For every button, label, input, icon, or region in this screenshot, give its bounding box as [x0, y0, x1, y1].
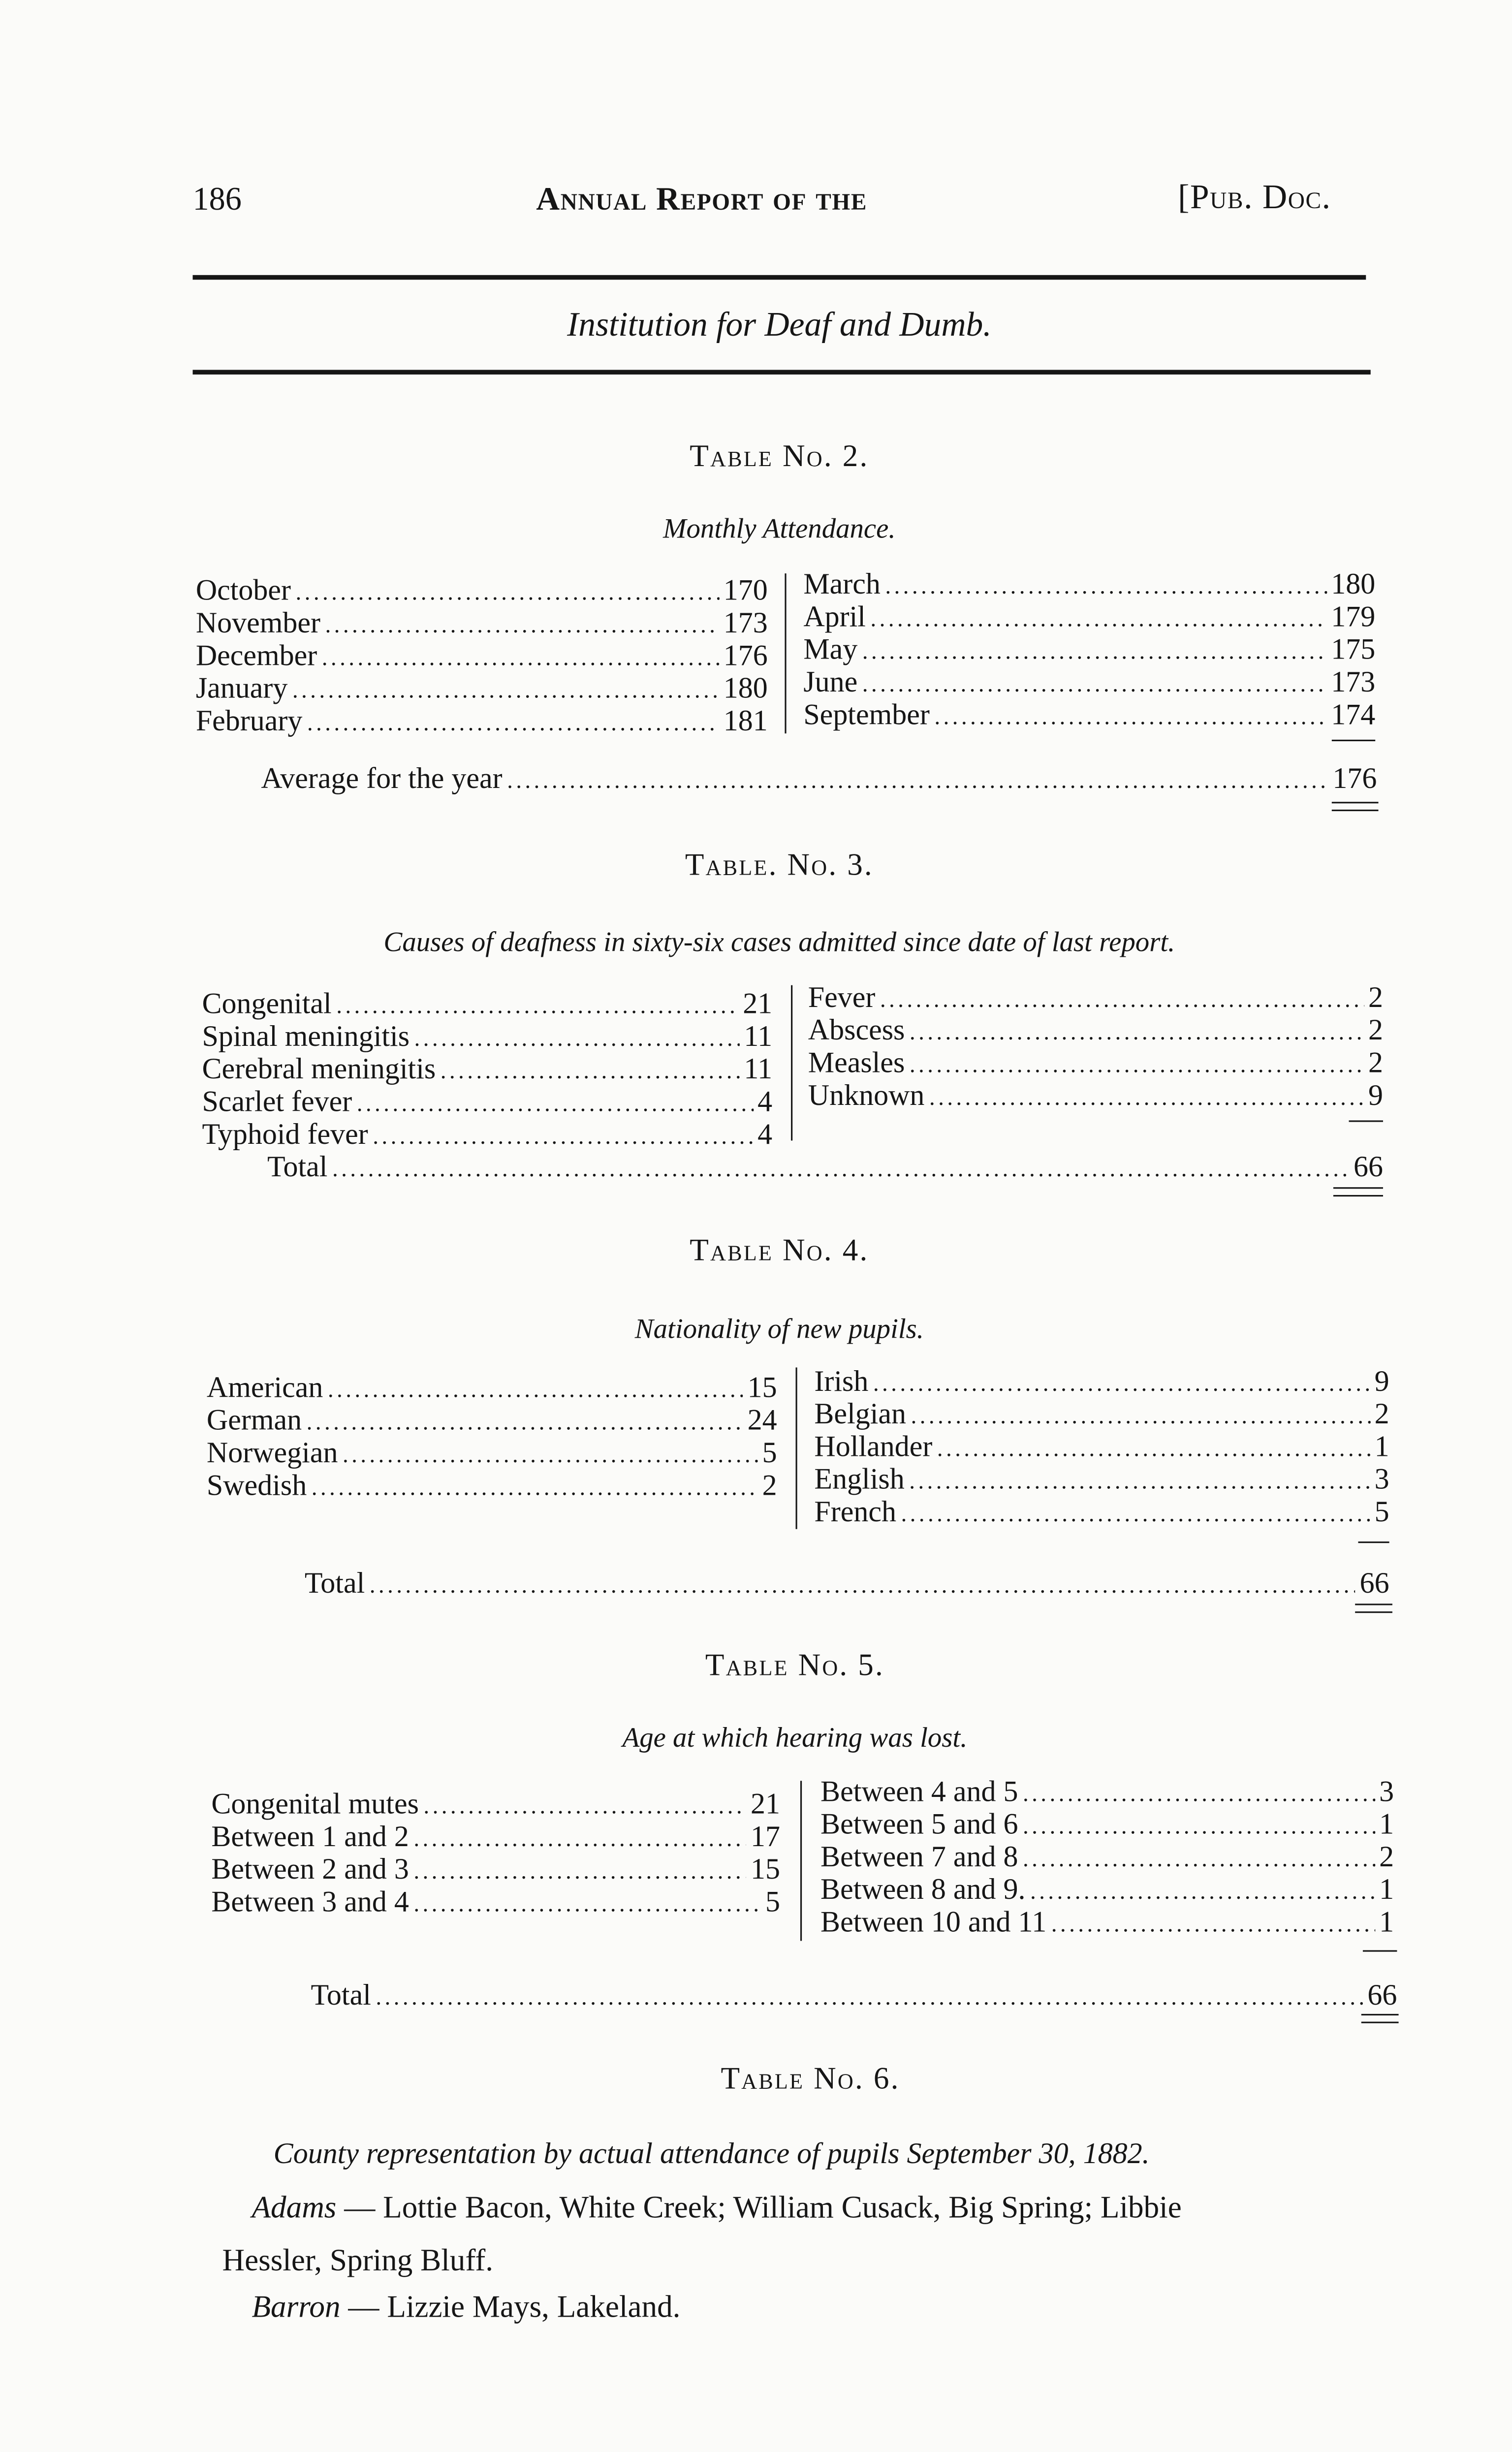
table-row: Between 3 and 4 ..... 5: [211, 1886, 780, 1919]
table-row: Congenital ..... 21: [202, 988, 772, 1021]
table-row: English ..... 3: [814, 1464, 1389, 1496]
table-row: Swedish ..... 2: [207, 1470, 777, 1503]
table-row: American ..... 15: [207, 1372, 777, 1405]
table-row: Norwegian ..... 5: [207, 1438, 777, 1470]
table-3-subtitle: Causes of deafness in sixty-six cases admitted since date of last report.: [383, 926, 1175, 957]
table-row: Between 8 and 9. ..... 1: [820, 1874, 1394, 1907]
table-2-title: Table No. 2.: [690, 440, 869, 474]
table-row: Measles ..... 2: [808, 1047, 1383, 1080]
table-row: Unknown ..... 9: [808, 1080, 1383, 1112]
double-rule-bottom: [1361, 2022, 1399, 2024]
table-4-total-row: Total ..... 66: [305, 1568, 1389, 1601]
table-row: Belgian ..... 2: [814, 1399, 1389, 1431]
column-divider: [791, 985, 793, 1141]
sum-rule: [1349, 1120, 1383, 1122]
table-row: January ..... 180: [196, 673, 768, 705]
table-5-subtitle: Age at which hearing was lost.: [622, 1722, 968, 1753]
table-row: Between 4 and 5 ..... 3: [820, 1776, 1394, 1809]
table-3-total-row: Total ..... 66: [267, 1152, 1383, 1184]
table-5-title: Table No. 5.: [705, 1648, 884, 1683]
running-title: Annual Report of the: [536, 180, 868, 218]
double-rule-top: [1361, 2014, 1399, 2016]
table-row: Fever ..... 2: [808, 982, 1383, 1014]
table-row: November ..... 173: [196, 608, 768, 640]
table-row: Spinal meningitis ..... 11: [202, 1021, 772, 1053]
header-rule-top: [193, 275, 1366, 279]
table-row: Between 7 and 8 ..... 2: [820, 1841, 1394, 1874]
double-rule-bottom: [1333, 1195, 1383, 1197]
table-row: Between 10 and 11 ..... 1: [820, 1907, 1394, 1939]
table-row: Between 5 and 6 ..... 1: [820, 1809, 1394, 1841]
table-5-total-row: Total ..... 66: [311, 1980, 1397, 2012]
county-name: Barron: [252, 2290, 341, 2325]
county-name: Adams: [252, 2191, 337, 2226]
column-divider: [800, 1781, 802, 1941]
header-rule-bottom: [193, 370, 1371, 374]
table-row: Cerebral meningitis ..... 11: [202, 1054, 772, 1086]
table-row: Congenital mutes ..... 21: [211, 1789, 780, 1821]
table-3-title: Table. No. 3.: [685, 848, 874, 883]
column-divider: [785, 573, 787, 733]
table-row: German ..... 24: [207, 1405, 777, 1437]
table-row: May ..... 175: [803, 634, 1375, 666]
table-4-title: Table No. 4.: [690, 1233, 869, 1268]
table-row: June ..... 173: [803, 666, 1375, 699]
double-rule-bottom: [1355, 1611, 1392, 1613]
table-row: March ..... 180: [803, 569, 1375, 601]
table-4-subtitle: Nationality of new pupils.: [634, 1313, 924, 1345]
table-6-subtitle: County representation by actual attendance of pupils September 30, 1882.: [273, 2138, 1150, 2171]
table-2-subtitle: Monthly Attendance.: [663, 512, 896, 544]
table-row: Between 2 and 3 ..... 15: [211, 1854, 780, 1886]
sum-rule: [1363, 1950, 1397, 1952]
table-row: Irish ..... 9: [814, 1366, 1389, 1398]
table-row: Hollander ..... 1: [814, 1431, 1389, 1464]
table-row: October ..... 170: [196, 575, 768, 607]
county-entry: [252, 2191, 1181, 2227]
table-2-average-row: Average for the year ..... 176: [261, 763, 1377, 795]
table-row: Scarlet fever ..... 4: [202, 1086, 772, 1119]
pupil-list: — Lizzie Mays, Lakeland.: [348, 2290, 681, 2325]
document-reference: [Pub. Doc.: [1178, 177, 1331, 216]
double-rule-top: [1355, 1603, 1392, 1605]
table-row: Typhoid fever ..... 4: [202, 1119, 772, 1151]
county-entry: [252, 2291, 680, 2326]
double-rule-bottom: [1332, 810, 1379, 812]
sum-rule: [1358, 1541, 1389, 1543]
sum-rule: [1332, 740, 1375, 742]
column-divider: [796, 1367, 798, 1529]
table-row: December ..... 176: [196, 640, 768, 673]
table-row: September ..... 174: [803, 699, 1375, 732]
double-rule-top: [1333, 1187, 1383, 1189]
table-row: Abscess ..... 2: [808, 1015, 1383, 1047]
table-row: French ..... 5: [814, 1496, 1389, 1529]
county-entry-continued: Hessler, Spring Bluff.: [222, 2244, 494, 2278]
table-row: April ..... 179: [803, 601, 1375, 634]
pupil-list: — Lottie Bacon, White Creek; William Cusack, Big Spring; Libbie: [344, 2191, 1182, 2226]
table-row: Between 1 and 2 ..... 17: [211, 1821, 780, 1854]
page-number: 186: [192, 180, 242, 218]
table-6-title: Table No. 6.: [721, 2062, 900, 2097]
double-rule-top: [1332, 802, 1379, 804]
table-row: February ..... 181: [196, 705, 768, 738]
section-title: Institution for Deaf and Dumb.: [567, 304, 992, 344]
